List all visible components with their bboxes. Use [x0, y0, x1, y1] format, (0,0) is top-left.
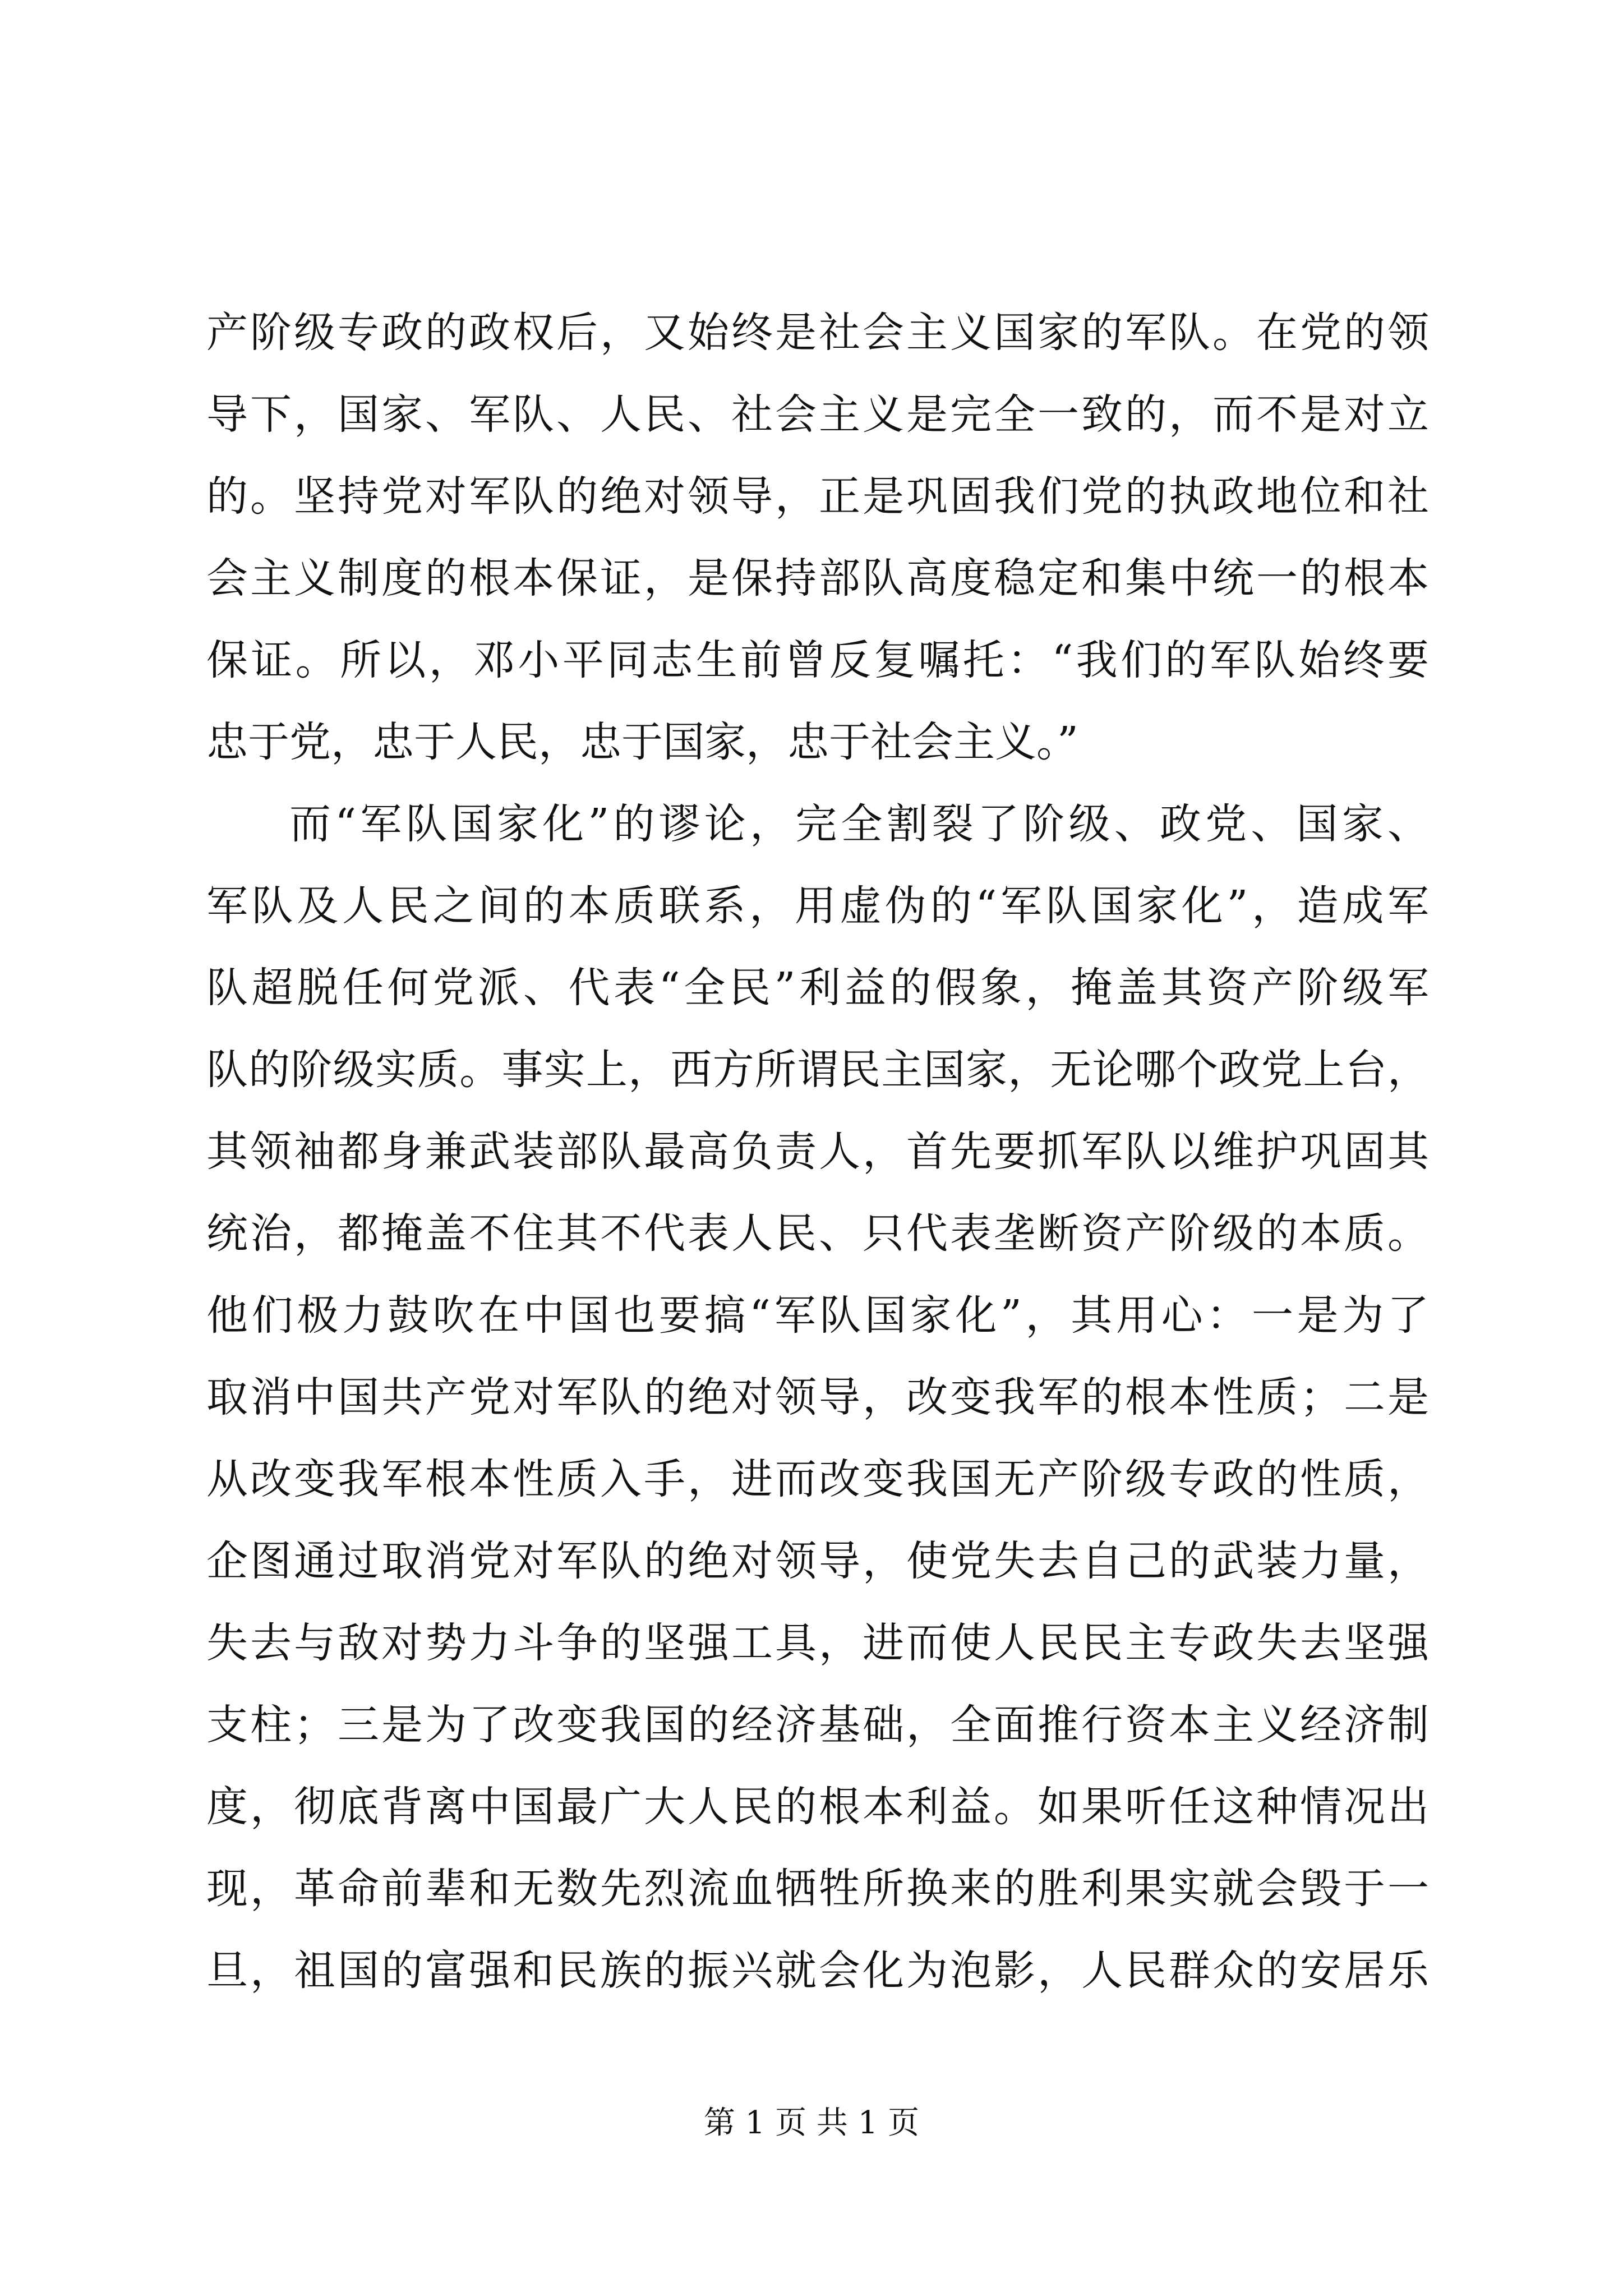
- paragraph: [206, 783, 1429, 2012]
- text-line: 保证。所以，邓小平同志生前曾反复嘱托：“我们的军队始终要: [206, 636, 1429, 684]
- text-line: 队超脱任何党派、代表“全民”利益的假象，掩盖其资产阶级军: [206, 964, 1429, 1012]
- paragraph: [206, 292, 1429, 783]
- text-line: 军队及人民之间的本质联系，用虚伪的“军队国家化”，造成军: [206, 882, 1429, 930]
- text-line: 而“军队国家化”的谬论，完全割裂了阶级、政党、国家、: [289, 800, 1429, 848]
- text-line: 忠于党，忠于人民，忠于国家，忠于社会主义。”: [206, 718, 1078, 766]
- text-line: 旦，祖国的富强和民族的振兴就会化为泡影，人民群众的安居乐: [206, 1947, 1429, 1995]
- text-line: 产阶级专政的政权后，又始终是社会主义国家的军队。在党的领: [206, 309, 1429, 357]
- text-line: 其领袖都身兼武装部队最高负责人，首先要抓军队以维护巩固其: [206, 1128, 1429, 1176]
- text-line: 队的阶级实质。事实上，西方所谓民主国家，无论哪个政党上台，: [206, 1046, 1429, 1094]
- text-line: 他们极力鼓吹在中国也要搞“军队国家化”，其用心：一是为了: [206, 1291, 1429, 1340]
- text-line: 现，革命前辈和无数先烈流血牺牲所换来的胜利果实就会毁于一: [206, 1865, 1429, 1913]
- page-number-label: 第 1 页 共 1 页: [703, 2105, 920, 2141]
- text-line: 取消中国共产党对军队的绝对领导，改变我军的根本性质；二是: [206, 1373, 1429, 1421]
- text-line: 企图通过取消党对军队的绝对领导，使党失去自己的武装力量，: [206, 1537, 1429, 1585]
- text-line: 会主义制度的根本保证，是保持部队高度稳定和集中统一的根本: [206, 554, 1429, 602]
- text-line: 支柱；三是为了改变我国的经济基础，全面推行资本主义经济制: [206, 1701, 1429, 1749]
- page-footer: [0, 2101, 1623, 2146]
- text-line: 统治，都掩盖不住其不代表人民、只代表垄断资产阶级的本质。: [206, 1209, 1429, 1258]
- text-line: 度，彻底背离中国最广大人民的根本利益。如果听任这种情况出: [206, 1783, 1429, 1831]
- body-text: [206, 292, 1429, 2012]
- text-line: 从改变我军根本性质入手，进而改变我国无产阶级专政的性质，: [206, 1455, 1429, 1503]
- text-line: 导下，国家、军队、人民、社会主义是完全一致的，而不是对立: [206, 390, 1429, 439]
- text-line: 的。坚持党对军队的绝对领导，正是巩固我们党的执政地位和社: [206, 472, 1429, 521]
- text-line: 失去与敌对势力斗争的坚强工具，进而使人民民主专政失去坚强: [206, 1619, 1429, 1667]
